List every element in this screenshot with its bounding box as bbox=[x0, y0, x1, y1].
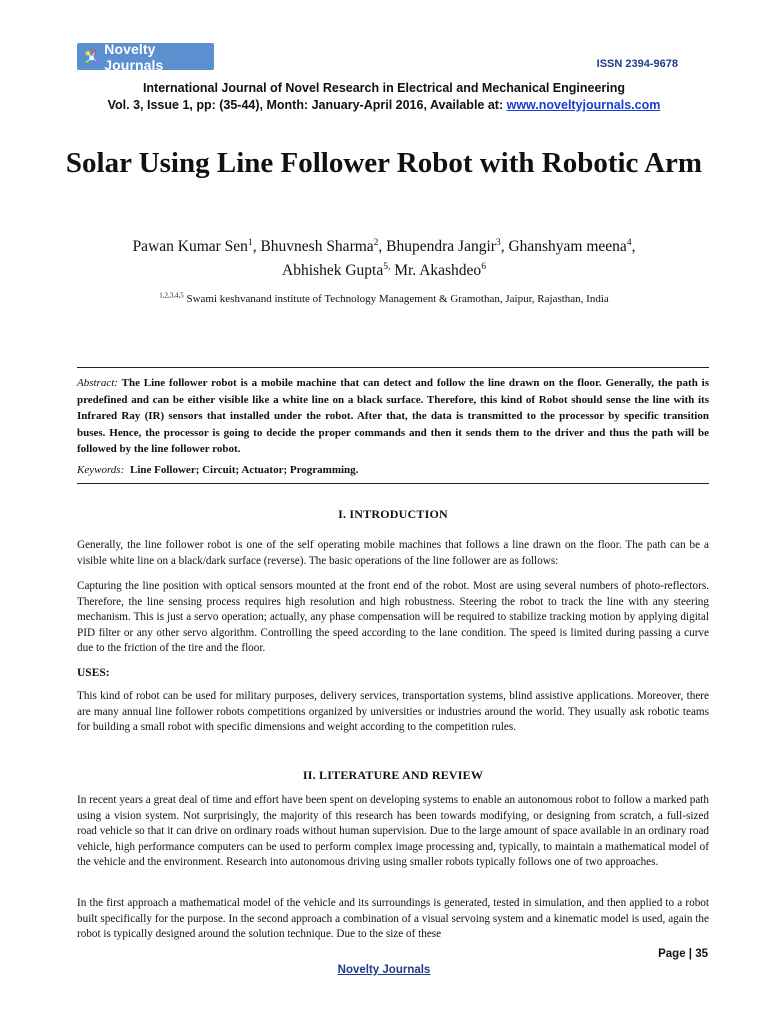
author-name: Mr. Akashdeo bbox=[394, 262, 482, 279]
publisher-footer-link[interactable]: Novelty Journals bbox=[337, 964, 431, 976]
author-affiliation-sup: 5, bbox=[383, 261, 391, 272]
author-affiliation-sup: 1 bbox=[247, 237, 253, 248]
molecule-icon bbox=[83, 48, 100, 66]
paper-title: Solar Using Line Follower Robot with Robotic Arm bbox=[65, 147, 703, 179]
abstract-text: The Line follower robot is a mobile machine that can detect and follow the line drawn on the floor. Generally, the path is predefined and can be either visible like a white line on a black surface. Therefore, this kind of Robot should sense the line with its Infrared Ray (IR) sensors that installed under the robot. After that, the data is transmitted to the processor by specific transition buses. Hence, the processor is going to decide the proper commands and then it sends them to the driver and thus the path will be followed by the line follower robot. bbox=[77, 377, 709, 456]
abstract-top-rule bbox=[77, 367, 709, 368]
journal-info bbox=[0, 98, 768, 112]
author-name: Pawan Kumar Sen bbox=[132, 238, 248, 255]
paragraph-literature-1: In recent years a great deal of time and effort have been spent on developing systems to enable an autonomous robot to follow a marked path using a vision system. Not surprisingly, the majority of this research has been towards modifying, or designing from scratch, a full-sized road vehicle so that it can drive on ordinary roads without human supervision. Due to the large amount of space available in an ordinary road vehicle, high performance computers can be used to perform complex image processing and, typically, to maintain a mathematical model of the vehicle and the environment. Research into autonomous driving using smaller robots typically follows one of two approaches. bbox=[77, 794, 709, 868]
author-affiliation-sup: 4 bbox=[626, 237, 632, 248]
author-name: Bhupendra Jangir bbox=[386, 238, 496, 255]
uses-heading: USES: bbox=[77, 667, 110, 679]
keywords-text: Line Follower; Circuit; Actuator; Programming. bbox=[130, 464, 359, 476]
author-affiliation-sup: 6 bbox=[481, 261, 486, 272]
abstract-bottom-rule bbox=[77, 483, 709, 484]
author-separator: , bbox=[631, 238, 636, 255]
abstract-label: Abstract: bbox=[77, 377, 118, 389]
section-heading-introduction: I. INTRODUCTION bbox=[338, 507, 448, 521]
publisher-logo bbox=[77, 40, 214, 73]
author-name: Ghanshyam meena bbox=[508, 238, 627, 255]
journal-url-link[interactable]: www.noveltyjournals.com bbox=[506, 98, 661, 112]
page-number: Page | 35 bbox=[658, 948, 708, 960]
journal-name: International Journal of Novel Research in Electrical and Mechanical Engineering bbox=[142, 81, 626, 95]
affiliation-sup: 1,2,3,4,5 bbox=[159, 291, 184, 300]
paragraph-literature-2: In the first approach a mathematical model of the vehicle and its surroundings is generated, tested in simulation, and then applied to a robot built specifically for the purpose. In the second approach a combination of a visual servoing system and a kinematic model is used, again the robot is typically designed around the solution technique. Due to the size of these bbox=[77, 897, 709, 940]
journal-info-text: Vol. 3, Issue 1, pp: (35-44), Month: January-April 2016, Available at: bbox=[107, 98, 507, 112]
abstract bbox=[77, 375, 709, 458]
section-heading-literature: II. LITERATURE AND REVIEW bbox=[302, 768, 484, 782]
paragraph-intro-1: Generally, the line follower robot is one of the self operating mobile machines that follows a line drawn on the floor. The path can be a visible white line on a black/dark surface (reverse). The basic operations of the line follower are as follows: bbox=[77, 539, 709, 567]
paragraph-intro-2: Capturing the line position with optical sensors mounted at the front end of the robot. Most are using several numbers of photo-reflectors. Therefore, the line sensing process requires high resolution and high robustness. Steering the robot to track the line with any steering mechanism. This is just a servo operation; actually, any phase compensation will be required to stabilize tracking motion by applying digital PID filter or any other servo algorithm. Controlling the speed according to the lane condition. The speed is limited during passing a curve due to the friction of the tire and the floor. bbox=[77, 580, 709, 654]
author-list bbox=[60, 235, 708, 283]
affiliation bbox=[60, 292, 708, 306]
author-separator: , bbox=[252, 238, 261, 255]
author-separator: , bbox=[500, 238, 509, 255]
affiliation-text: Swami keshvanand institute of Technology Management & Gramothan, Jaipur, Rajasthan, India bbox=[186, 293, 609, 305]
keywords-label: Keywords: bbox=[77, 464, 125, 476]
author-affiliation-sup: 3 bbox=[495, 237, 501, 248]
author-separator: , bbox=[378, 238, 387, 255]
author-name: Abhishek Gupta bbox=[282, 262, 384, 279]
issn-label: ISSN 2394-9678 bbox=[596, 58, 678, 70]
logo-text: Novelty Journals bbox=[104, 40, 164, 73]
author-affiliation-sup: 2 bbox=[373, 237, 379, 248]
paragraph-uses: This kind of robot can be used for military purposes, delivery services, transportation systems, blind assistive applications. Moreover, there are many annual line follower robots competitions organized by universities or industries around the world. They usually ask robotic teams for building a small robot with specific dimensions and weight according to the competition rules. bbox=[77, 690, 709, 733]
author-name: Bhuvnesh Sharma bbox=[260, 238, 374, 255]
keywords bbox=[77, 463, 709, 477]
